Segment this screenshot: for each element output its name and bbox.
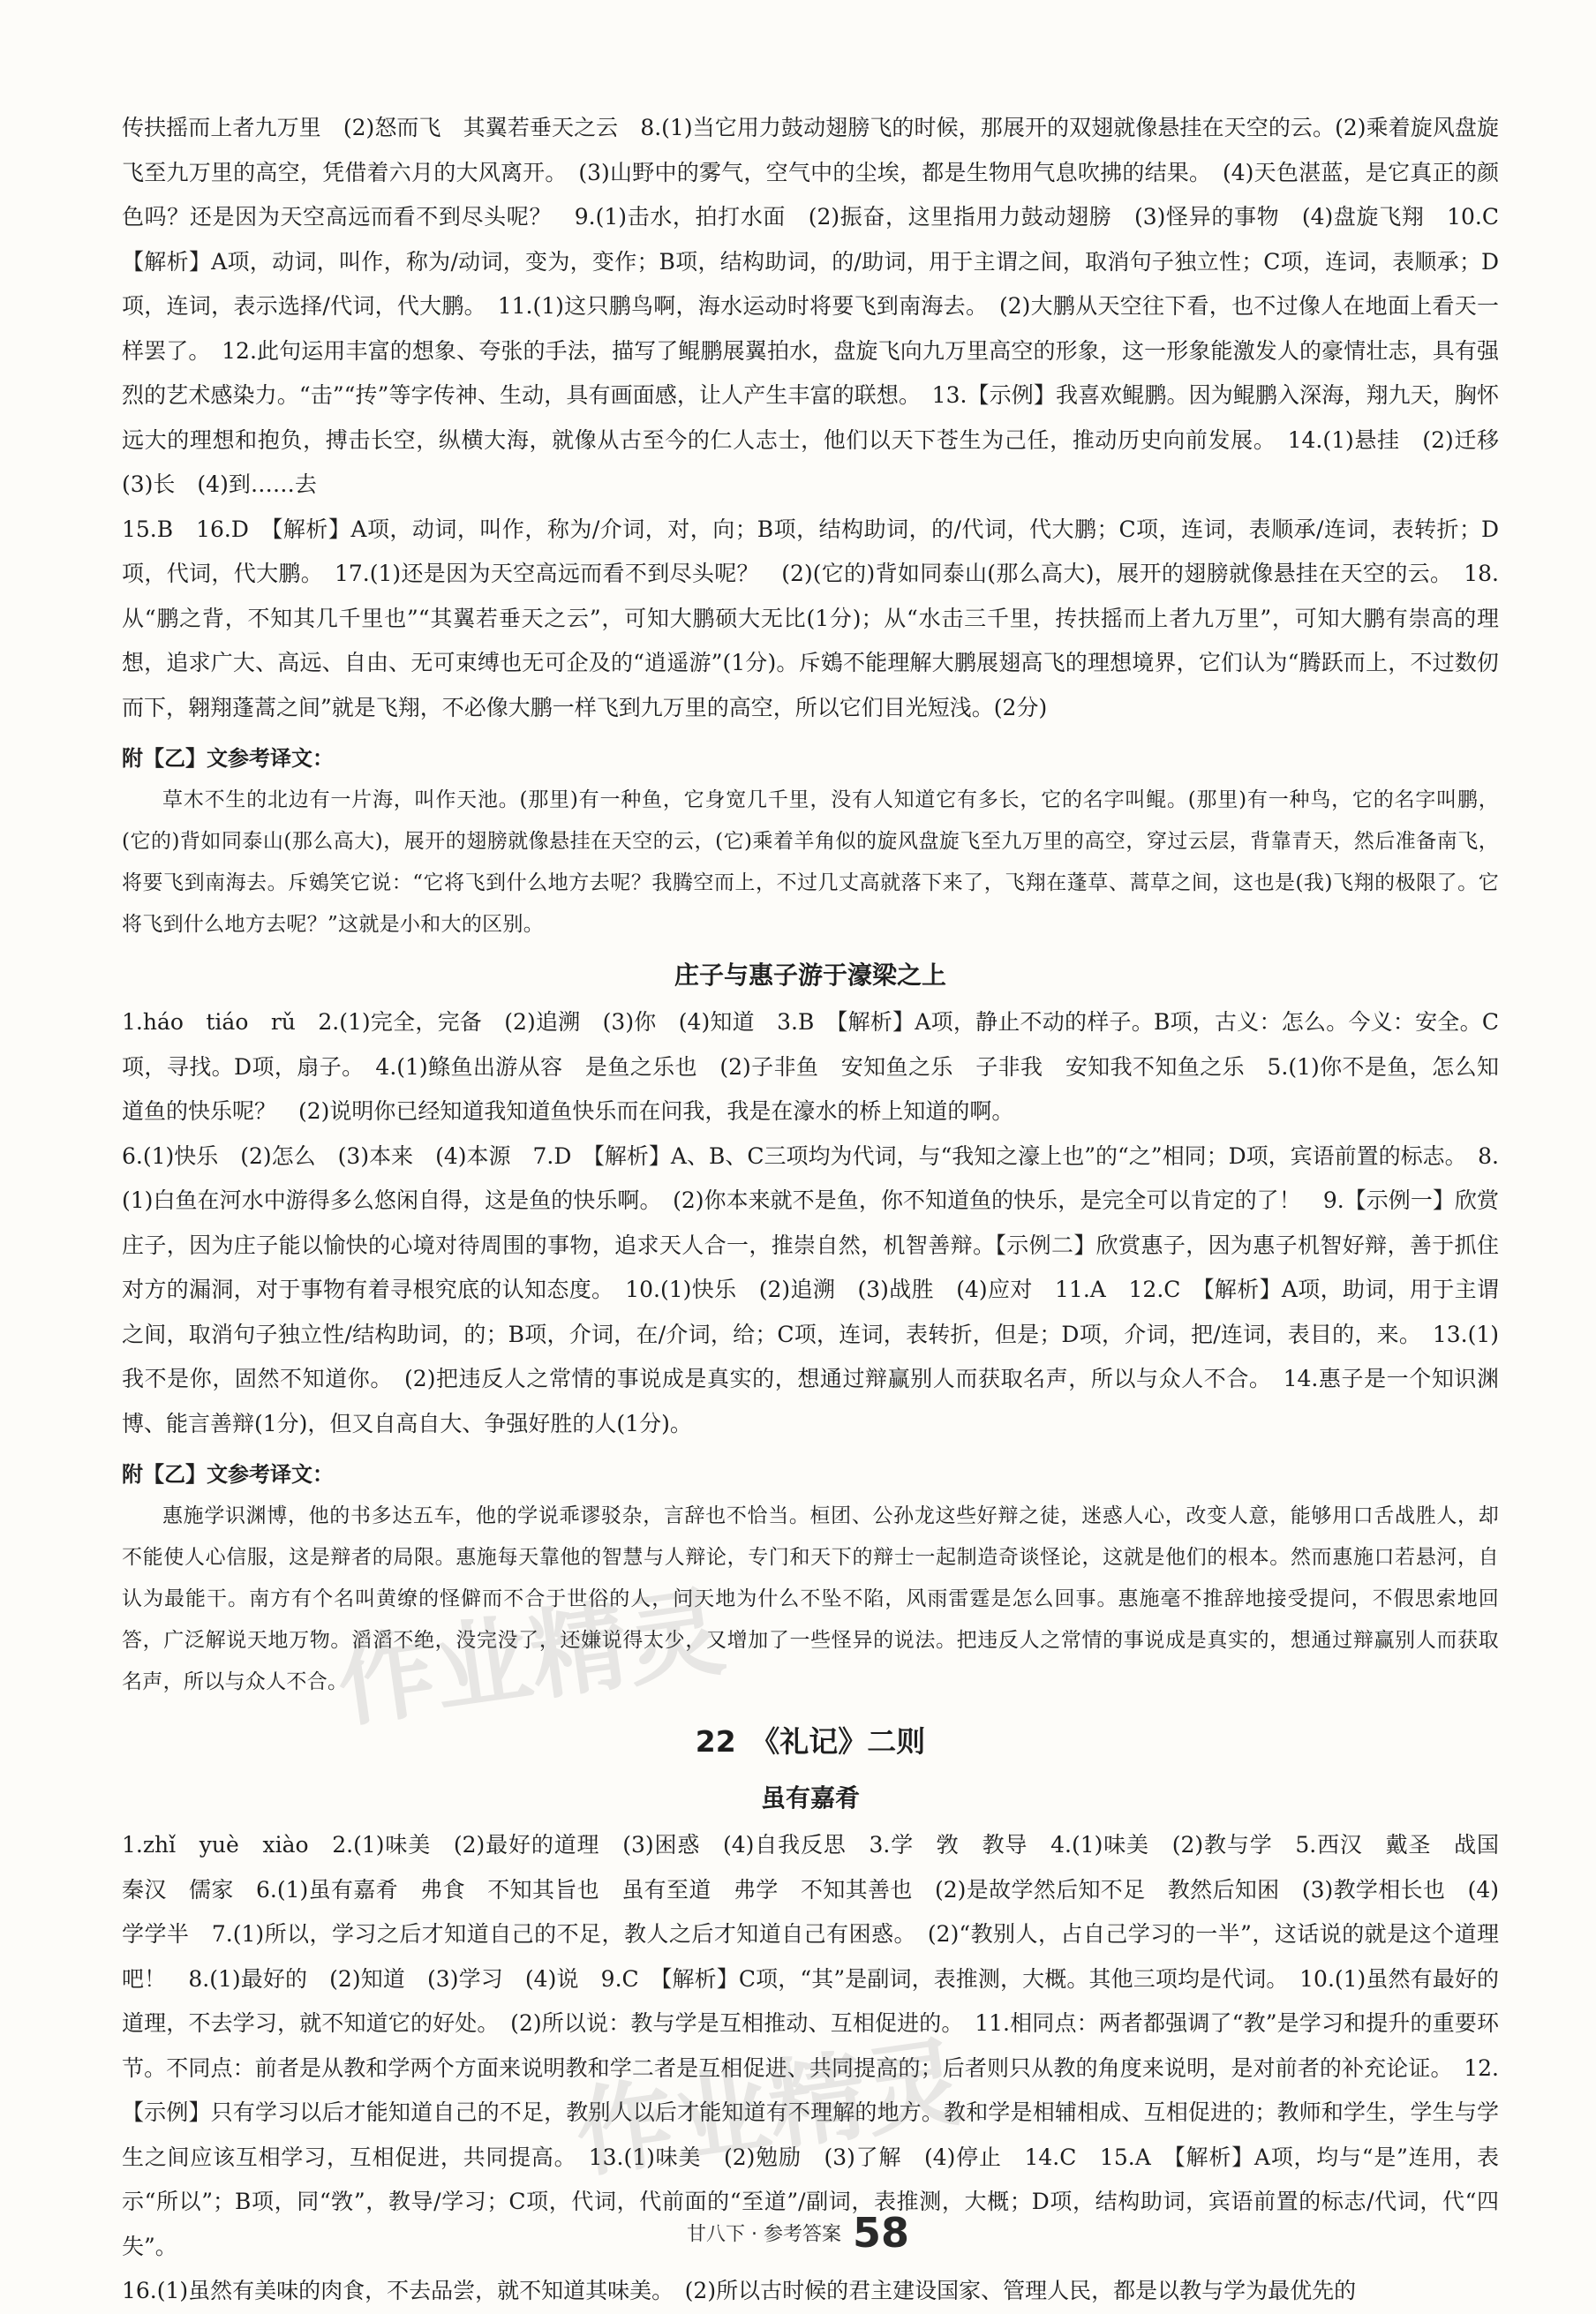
appendix-translation: 草木不生的北边有一片海，叫作天池。(那里)有一种鱼，它身宽几千里，没有人知道它有多长，它的名字叫鲲。(那里)有一种鸟，它的名字叫鹏，(它的)背如同泰山(那么高大)，展开的翅膀就像悬挂在天空的云，(它)乘着羊角似的旋风盘旋飞至九万里的高空，穿过云层，背靠青天，然后准备南飞，将要飞到南海去。斥鴳笑它说：“它将飞到什么地方去呢？我腾空而上，不过几丈高就落下来了，飞翔在蓬草、蒿草之间，这也是(我)飞翔的极限了。它将飞到什么地方去呢？”这就是小和大的区别。	[122, 788, 1499, 936]
answer-paragraph: 6.(1)快乐 (2)怎么 (3)本来 (4)本源 7.D 【解析】A、B、C三项均为代词，与“我知之濠上也”的“之”相同；D项，宾语前置的标志。 8.(1)白鱼在河水中游得多么悠闲自得，这是鱼的快乐啊。 (2)你本来就不是鱼，你不知道鱼的快乐，是完全可以肯定的了！ 9.【示例一】欣赏庄子，因为庄子能以愉快的心境对待周围的事物，追求天人合一，推崇自然，机智善辩。【示例二】欣赏惠子，因为惠子机智好辩，善于抓住对方的漏洞，对于事物有着寻根究底的认知态度。 10.(1)快乐 (2)追溯 (3)战胜 (4)应对 11.A 12.C 【解析】A项，助词，用于主谓之间，取消句子独立性/结构助词，的；B项，介词，在/介词，给；C项，连词，表转折，但是；D项，介词，把/连词，表目的，来。 13.(1)我不是你，固然不知道你。 (2)把违反人之常情的事说成是真实的，想通过辩赢别人而获取名声，所以与众人不合。 14.惠子是一个知识渊博、能言善辩(1分)，但又自高自大、争强好胜的人(1分)。	[122, 1142, 1499, 1436]
answer-paragraph: 15.B 16.D 【解析】A项，动词，叫作，称为/介词，对，向；B项，结构助词，的/代词，代大鹏；C项，连词，表顺承/连词，表转折；D项，代词，代大鹏。 17.(1)还是因为天空高远而看不到尽头呢？ (2)(它的)背如同泰山(那么高大)，展开的翅膀就像悬挂在天空的云。 18.从“鹏之背，不知其几千里也”“其翼若垂天之云”，可知大鹏硕大无比(1分)；从“水击三千里，抟扶摇而上者九万里”，可知大鹏有崇高的理想，追求广大、高远、自由、无可束缚也无可企及的“逍遥游”(1分)。斥鴳不能理解大鹏展翅高飞的理想境界，它们认为“腾跃而上，不过数仞而下，翱翔蓬蒿之间”就是飞翔，不必像大鹏一样飞到九万里的高空，所以它们目光短浅。(2分)	[122, 516, 1499, 720]
answer-paragraph: 1.háo tiáo rǔ 2.(1)完全，完备 (2)追溯 (3)你 (4)知道 3.B 【解析】A项，静止不动的样子。B项，古义：怎么。今义：安全。C项，寻找。D项，扇子。 4.(1)鲦鱼出游从容 是鱼之乐也 (2)子非鱼 安知鱼之乐 子非我 安知我不知鱼之乐 5.(1)你不是鱼，怎么知道鱼的快乐呢？ (2)说明你已经知道我知道鱼快乐而在问我，我是在濠水的桥上知道的啊。	[122, 1009, 1499, 1124]
section-title: 虽有嘉肴	[760, 1783, 860, 1813]
answer-paragraph: 传扶摇而上者九万里 (2)怒而飞 其翼若垂天之云 8.(1)当它用力鼓动翅膀飞的时候，那展开的双翅就像悬挂在天空的云。(2)乘着旋风盘旋飞至九万里的高空，凭借着六月的大风离开。 (3)山野中的雾气，空气中的尘埃，都是生物用气息吹拂的结果。 (4)天色湛蓝，是它真正的颜色吗？还是因为天空高远而看不到尽头呢？ 9.(1)击水，拍打水面 (2)振奋，这里指用力鼓动翅膀 (3)怪异的事物 (4)盘旋飞翔 10.C 【解析】A项，动词，叫作，称为/动词，变为，变作；B项，结构助词，的/助词，用于主谓之间，取消句子独立性；C项，连词，表顺承；D项，连词，表示选择/代词，代大鹏。 11.(1)这只鹏鸟啊，海水运动时将要飞到南海去。 (2)大鹏从天空往下看，也不过像人在地面上看天一样罢了。 12.此句运用丰富的想象、夸张的手法，描写了鲲鹏展翼拍水，盘旋飞向九万里高空的形象，这一形象能激发人的豪情壮志，具有强烈的艺术感染力。“击”“抟”等字传神、生动，具有画面感，让人产生丰富的联想。 13.【示例】我喜欢鲲鹏。因为鲲鹏入深海，翔九天，胸怀远大的理想和抱负，搏击长空，纵横大海，就像从古至今的仁人志士，他们以天下苍生为己任，推动历史向前发展。 14.(1)悬挂 (2)迁移 (3)长 (4)到……去	[122, 115, 1522, 497]
appendix-translation: 惠施学识渊博，他的书多达五车，他的学说乖谬驳杂，言辞也不恰当。桓团、公孙龙这些好辩之徒，迷惑人心，改变人意，能够用口舌战胜人，却不能使人心信服，这是辩者的局限。惠施每天靠他的智慧与人辩论，专门和天下的辩士一起制造奇谈怪论，这就是他们的根本。然而惠施口若悬河，自认为最能干。南方有个名叫黄缭的怪僻而不合于世俗的人，问天地为什么不坠不陷，风雨雷霆是怎么回事。惠施毫不推辞地接受提问，不假思索地回答，广泛解说天地万物。滔滔不绝，没完没了，还嫌说得太少，又增加了一些怪异的说法。把违反人之常情的事说成是真实的，想通过辩赢别人而获取名声，所以与众人不合。	[122, 1504, 1499, 1693]
answer-paragraph: 16.(1)虽然有美味的肉食，不去品尝，就不知道其味美。 (2)所以古时候的君主建设国家、管理人民，都是以教与学为最优先的	[122, 2278, 1357, 2303]
appendix-title: 附【乙】文参考译文：	[122, 1462, 334, 1487]
page-number: 58	[852, 2209, 909, 2257]
watermark: 作业精灵	[330, 1574, 732, 1741]
chapter-title: 22 《礼记》二则	[695, 1724, 926, 1759]
watermark: 作业精灵	[568, 2024, 970, 2191]
answer-page	[122, 106, 1522, 2314]
page-footer	[0, 2209, 1596, 2257]
appendix-title: 附【乙】文参考译文：	[122, 746, 334, 771]
answer-paragraph: 1.zhǐ yuè xiào 2.(1)味美 (2)最好的道理 (3)困惑 (4)自我反思 3.学 敩 教导 4.(1)味美 (2)教与学 5.西汉 戴圣 战国 秦汉 儒家 6.(1)虽有嘉肴 弗食 不知其旨也 虽有至道 弗学 不知其善也 (2)是故学然后知不足 教然后知困 (3)教学相长也 (4)学学半 7.(1)所以，学习之后才知道自己的不足，教人之后才知道自己有困惑。 (2)“教别人，占自己学习的一半”，这话说的就是这个道理吧！ 8.(1)最好的 (2)知道 (3)学习 (4)说 9.C 【解析】C项，“其”是副词，表推测，大概。其他三项均是代词。 10.(1)虽然有最好的道理，不去学习，就不知道它的好处。 (2)所以说：教与学是互相推动、互相促进的。 11.相同点：两者都强调了“教”是学习和提升的重要环节。不同点：前者是从教和学两个方面来说明教和学二者是互相促进、共同提高的；后者则只从教的角度来说明，是对前者的补充论证。 12.【示例】只有学习以后才能知道自己的不足，教别人以后才能知道有不理解的地方。教和学是相辅相成、互相促进的；教师和学生，学生与学生之间应该互相学习，互相促进，共同提高。 13.(1)味美 (2)勉励 (3)了解 (4)停止 14.C 15.A 【解析】A项，均与“是”连用，表示“所以”；B项，同“敩”，教导/学习；C项，代词，代前面的“至道”/副词，表推测，大概；D项，结构助词，宾语前置的标志/代词，代“四失”。	[122, 1832, 1522, 2259]
section-title: 庄子与惠子游于濠梁之上	[674, 961, 946, 990]
footer-label: 甘八下 · 参考答案	[687, 2223, 841, 2246]
